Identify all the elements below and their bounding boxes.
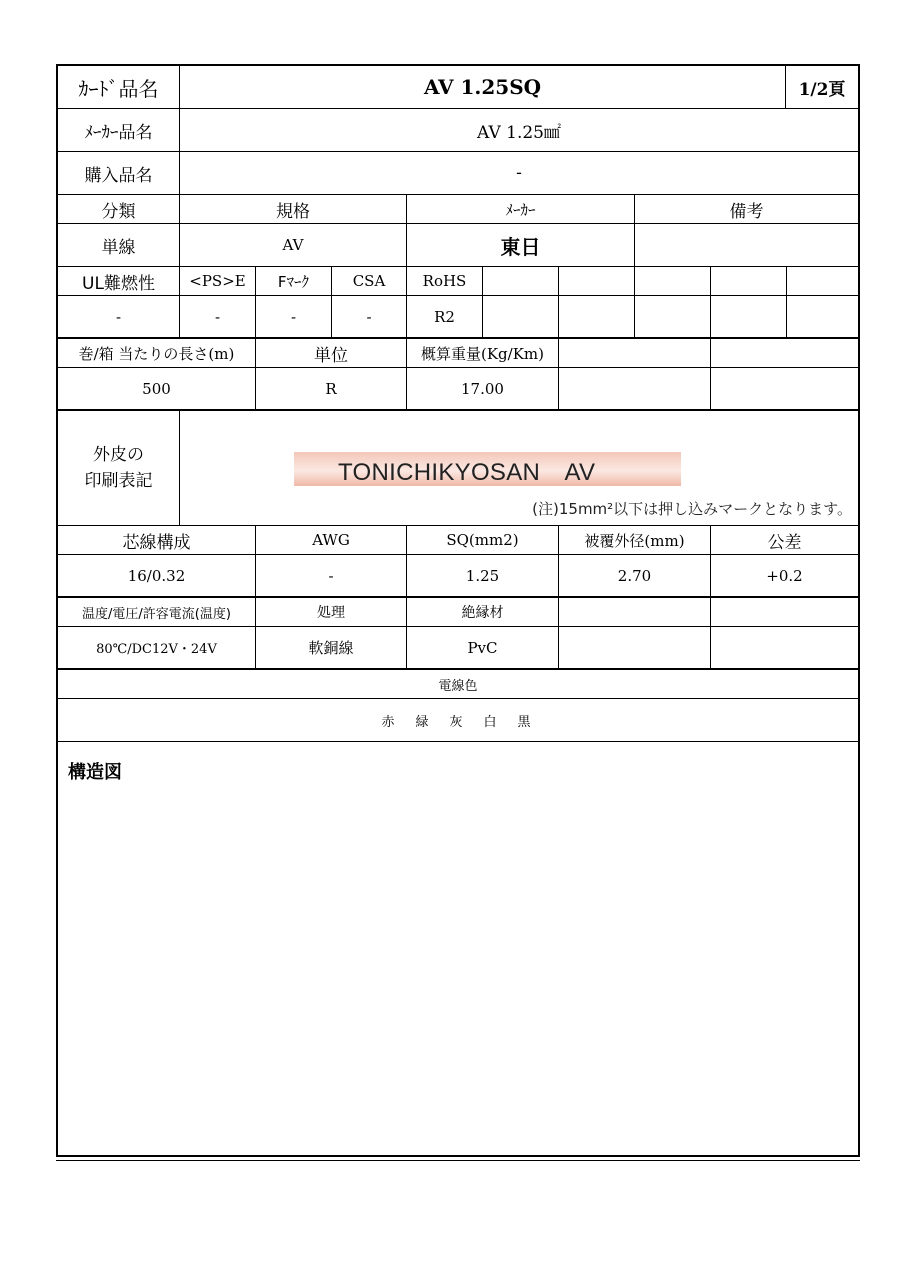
sheath-print-label-line2: 印刷表記 bbox=[84, 471, 153, 491]
structure-diagram-title: 構造図 bbox=[68, 762, 122, 783]
standards-header-8 bbox=[635, 267, 711, 296]
outer-diameter-header: 被覆外径(mm) bbox=[559, 526, 711, 555]
ratings-header-5 bbox=[711, 598, 858, 627]
purchase-name-label: 購入品名 bbox=[58, 152, 180, 195]
pse-value: - bbox=[180, 296, 256, 339]
csa-header: CSA bbox=[332, 267, 407, 296]
standards-value-10 bbox=[787, 296, 858, 339]
standards-value-8 bbox=[635, 296, 711, 339]
wire-color-header: 電線色 bbox=[58, 670, 858, 699]
product-spec-sheet bbox=[56, 64, 860, 1157]
purchase-name-value: - bbox=[180, 152, 858, 195]
weight-value: 17.00 bbox=[407, 368, 559, 411]
sheath-print-text: TONICHIKYOSAN AV bbox=[294, 452, 681, 486]
tolerance-header: 公差 bbox=[711, 526, 858, 555]
rating-value: 80℃/DC12V・24V bbox=[58, 627, 256, 670]
treatment-header: 処理 bbox=[256, 598, 407, 627]
sq-value: 1.25 bbox=[407, 555, 559, 598]
length-per-reel-header: 巻/箱 当たりの長さ(m) bbox=[58, 339, 256, 368]
maker-name-label: ﾒｰｶｰ品名 bbox=[58, 109, 180, 152]
page-number: 1/2頁 bbox=[786, 66, 858, 109]
packaging-value-5 bbox=[711, 368, 858, 411]
wire-color-value: 赤 緑 灰 白 黒 bbox=[58, 699, 858, 742]
standards-header-6 bbox=[483, 267, 559, 296]
rohs-value: R2 bbox=[407, 296, 483, 339]
card-name-label: ｶｰﾄﾞ品名 bbox=[58, 66, 180, 109]
standards-value-6 bbox=[483, 296, 559, 339]
sheath-print-label bbox=[58, 411, 180, 526]
maker-value: 東日 bbox=[407, 224, 635, 267]
awg-value: - bbox=[256, 555, 407, 598]
classification-header: 分類 bbox=[58, 195, 180, 224]
length-per-reel-value: 500 bbox=[58, 368, 256, 411]
packaging-header-5 bbox=[711, 339, 858, 368]
tolerance-value: +0.2 bbox=[711, 555, 858, 598]
unit-value: R bbox=[256, 368, 407, 411]
remarks-value bbox=[635, 224, 858, 267]
standards-header-9 bbox=[711, 267, 787, 296]
ratings-header-4 bbox=[559, 598, 711, 627]
sq-header: SQ(mm2) bbox=[407, 526, 559, 555]
standards-value-9 bbox=[711, 296, 787, 339]
card-name-value: AV 1.25SQ bbox=[180, 66, 786, 109]
f-mark-value: - bbox=[256, 296, 332, 339]
f-mark-header: Fﾏｰｸ bbox=[256, 267, 332, 296]
awg-header: AWG bbox=[256, 526, 407, 555]
ul-flame-value: - bbox=[58, 296, 180, 339]
insulation-header: 絶縁材 bbox=[407, 598, 559, 627]
conductor-structure-value: 16/0.32 bbox=[58, 555, 256, 598]
treatment-value: 軟銅線 bbox=[256, 627, 407, 670]
ul-flame-header: UL難燃性 bbox=[58, 267, 180, 296]
maker-header: ﾒｰｶｰ bbox=[407, 195, 635, 224]
remarks-header: 備考 bbox=[635, 195, 858, 224]
unit-header: 単位 bbox=[256, 339, 407, 368]
spec-value: AV bbox=[180, 224, 407, 267]
spec-header: 規格 bbox=[180, 195, 407, 224]
conductor-structure-header: 芯線構成 bbox=[58, 526, 256, 555]
packaging-header-4 bbox=[559, 339, 711, 368]
csa-value: - bbox=[332, 296, 407, 339]
ratings-value-5 bbox=[711, 627, 858, 670]
weight-header: 概算重量(Kg/Km) bbox=[407, 339, 559, 368]
sheath-print-label-line1: 外皮の bbox=[93, 445, 144, 465]
standards-value-7 bbox=[559, 296, 635, 339]
packaging-value-4 bbox=[559, 368, 711, 411]
sheath-print-note: (注)15mm²以下は押し込みマークとなります。 bbox=[532, 500, 852, 518]
rohs-header: RoHS bbox=[407, 267, 483, 296]
pse-header: <PS>E bbox=[180, 267, 256, 296]
standards-header-10 bbox=[787, 267, 858, 296]
outer-diameter-value: 2.70 bbox=[559, 555, 711, 598]
standards-header-7 bbox=[559, 267, 635, 296]
maker-name-value: AV 1.25㎟ bbox=[180, 109, 858, 152]
rating-header: 温度/電圧/許容電流(温度) bbox=[58, 598, 256, 627]
insulation-value: PvC bbox=[407, 627, 559, 670]
ratings-value-4 bbox=[559, 627, 711, 670]
classification-value: 単線 bbox=[58, 224, 180, 267]
